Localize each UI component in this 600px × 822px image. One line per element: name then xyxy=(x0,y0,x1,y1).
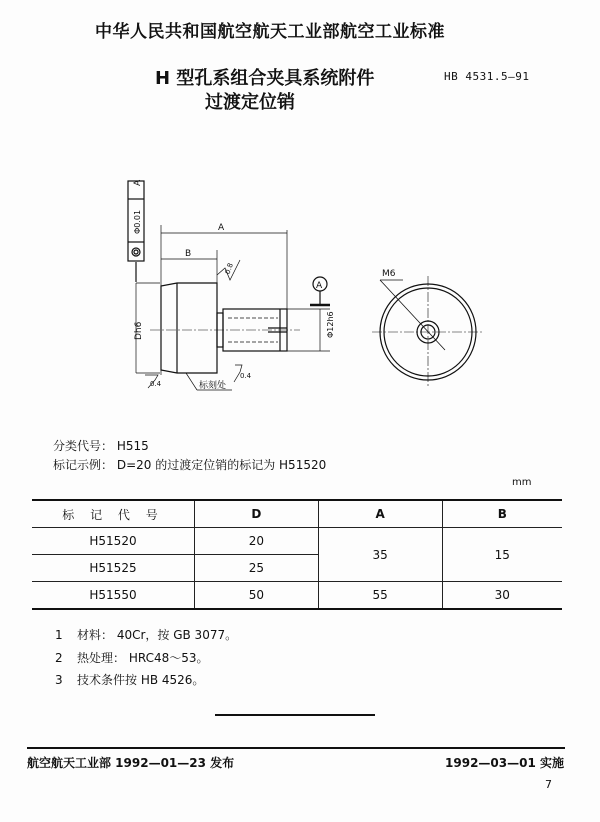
marking-example-value: D=20 的过渡定位销的标记为 H51520 xyxy=(116,458,327,472)
dim-a-label: A xyxy=(218,223,225,233)
cell-code: H51525 xyxy=(32,555,195,582)
cell-b: 15 xyxy=(442,528,562,582)
document-title: H 型孔系组合夹具系统附件 xyxy=(155,68,375,89)
svg-text:0.4: 0.4 xyxy=(240,372,252,380)
standard-code: HB 4531.5—91 xyxy=(444,70,530,83)
document-subtitle: 过渡定位销 xyxy=(205,92,295,113)
end-view xyxy=(372,269,484,388)
cell-d: 25 xyxy=(195,555,319,582)
issue-date: 航空航天工业部 1992—01—23 发布 xyxy=(27,756,235,770)
note-text: 技术条件按 HB 4526。 xyxy=(77,673,205,687)
cell-d: 20 xyxy=(195,528,319,555)
dia-shaft-label: Φ12h6 xyxy=(326,311,335,338)
end-rule xyxy=(215,714,375,716)
svg-text:0.4: 0.4 xyxy=(150,380,162,388)
header-code: 标 记 代 号 xyxy=(32,500,195,528)
classification-label: 分类代号： xyxy=(53,439,114,453)
pin-head xyxy=(161,283,217,373)
header-b: B xyxy=(442,500,562,528)
note-text: 热处理： HRC48～53。 xyxy=(77,651,209,665)
note-item xyxy=(55,671,204,688)
table-row xyxy=(32,582,562,610)
classification-value: H515 xyxy=(116,439,149,453)
cell-b: 30 xyxy=(442,582,562,610)
tolerance-datum: A xyxy=(133,179,143,186)
tolerance-frame xyxy=(128,179,144,282)
marking-example-label: 标记示例： xyxy=(53,458,114,472)
table-row xyxy=(32,528,562,555)
marking-location-label: 标刻处 xyxy=(199,381,227,391)
pin-shaft xyxy=(150,309,300,351)
effective-date: 1992—03—01 实施 xyxy=(445,756,564,770)
cell-d: 50 xyxy=(195,582,319,610)
header-a: A xyxy=(318,500,442,528)
cell-a: 35 xyxy=(318,528,442,582)
note-number: 3 xyxy=(55,673,63,687)
note-number: 2 xyxy=(55,651,63,665)
unit-label: mm xyxy=(512,477,532,488)
marking-example xyxy=(53,456,326,473)
cell-code: H51520 xyxy=(32,528,195,555)
note-item xyxy=(55,626,237,643)
technical-drawing xyxy=(0,160,600,410)
classification-code xyxy=(53,437,149,454)
dia-d-label: Dh6 xyxy=(134,321,144,340)
svg-text:0.8: 0.8 xyxy=(223,262,235,276)
cell-code: H51550 xyxy=(32,582,195,610)
dimension-table xyxy=(32,499,562,610)
note-text: 材料： 40Cr，按 GB 3077。 xyxy=(77,628,238,642)
table-header-row xyxy=(32,500,562,528)
thread-label: M6 xyxy=(382,269,396,279)
note-item xyxy=(55,649,209,666)
cell-a: 55 xyxy=(318,582,442,610)
page-number: 7 xyxy=(545,778,552,791)
dim-b-label: B xyxy=(185,249,192,259)
svg-text:A: A xyxy=(316,281,323,291)
tolerance-value: Φ0.01 xyxy=(133,209,142,234)
footer-divider xyxy=(27,747,565,749)
standard-body-header: 中华人民共和国航空航天工业部航空工业标准 xyxy=(95,22,445,42)
header-d: D xyxy=(195,500,319,528)
note-number: 1 xyxy=(55,628,63,642)
datum-symbol xyxy=(310,277,330,305)
